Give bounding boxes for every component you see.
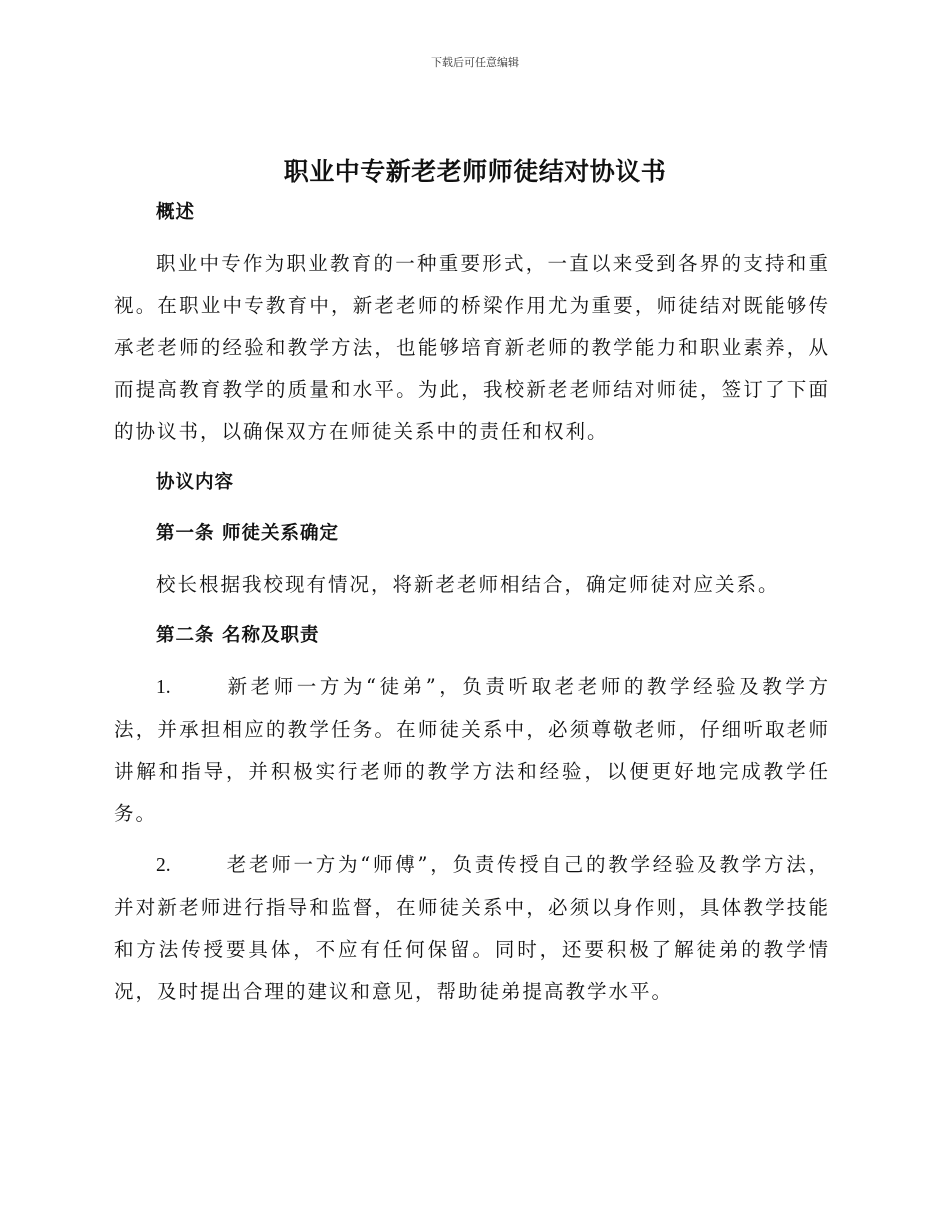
list-item: [114, 666, 830, 835]
document-title: 职业中专新老老师师徒结对协议书: [283, 157, 667, 186]
agreement-heading: 协议内容: [156, 472, 235, 493]
article-1-heading: 第一条 师徒关系确定: [156, 523, 339, 544]
list-item: [114, 844, 830, 1013]
list-item-number: 2.: [156, 855, 171, 876]
header-note: 下载后可任意编辑: [431, 56, 519, 69]
list-item-text: 新老师一方为“徒弟”，负责听取老老师的教学经验及教学方法，并承担相应的教学任务。在师徒关系中，必须尊敬老师，仔细听取老师讲解和指导，并积极实行老师的教学方法和经验，以便更好地完成教学任务。: [114, 675, 830, 825]
article-2-heading: 第二条 名称及职责: [156, 625, 320, 646]
list-item-number: 1.: [156, 677, 171, 698]
list-item-text: 老老师一方为“师傅”，负责传授自己的教学经验及教学方法，并对新老师进行指导和监督，在师徒关系中，必须以身作则，具体教学技能和方法传授要具体，不应有任何保留。同时，还要积极了解徒弟的教学情况，及时提出合理的建议和意见，帮助徒弟提高教学水平。: [114, 853, 830, 1003]
document-body: [114, 192, 830, 1022]
overview-paragraph: 职业中专作为职业教育的一种重要形式，一直以来受到各界的支持和重视。在职业中专教育中，新老老师的桥梁作用尤为重要，师徒结对既能够传承老老师的经验和教学方法，也能够培育新老师的教学能力和职业素养，从而提高教育教学的质量和水平。为此，我校新老老师结对师徒，签订了下面的协议书，以确保双方在师徒关系中的责任和权利。: [114, 252, 830, 443]
overview-heading: 概述: [156, 202, 196, 223]
article-1-paragraph: 校长根据我校现有情况，将新老老师相结合，确定师徒对应关系。: [156, 573, 780, 596]
